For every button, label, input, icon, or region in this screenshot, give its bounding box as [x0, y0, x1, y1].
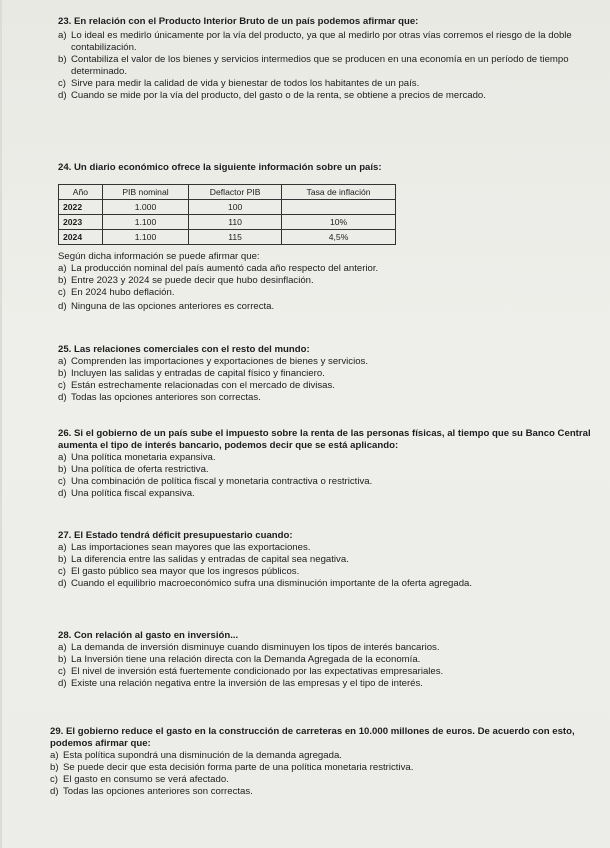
page-edge [0, 0, 2, 848]
option-c: c) Sirve para medir la calidad de vida y bienestar de todos los habitantes de un país. [58, 78, 420, 89]
table-cell: 2023 [59, 215, 103, 230]
option-b: b) La diferencia entre las salidas y entradas de capital sea negativa. [58, 554, 349, 565]
option-c: c) En 2024 hubo deflación. [58, 287, 175, 298]
option-a: a) Una política monetaria expansiva. [58, 452, 216, 463]
question-29 [50, 726, 602, 798]
question-23 [58, 16, 598, 102]
table-cell: 100 [189, 200, 282, 215]
option-d: d) Cuando el equilibrio macroeconómico sufra una disminución importante de la oferta agregada. [58, 578, 473, 589]
option-b: b) Entre 2023 y 2024 se puede decir que hubo desinflación. [58, 275, 314, 286]
option-d: d) Todas las opciones anteriores son correctas. [50, 786, 253, 797]
option-a: a) Comprenden las importaciones y exportaciones de bienes y servicios. [58, 356, 369, 367]
question-lead: Según dicha información se puede afirmar que: [58, 251, 260, 262]
option-d: d) Todas las opciones anteriores son correctas. [58, 392, 261, 403]
option-c: c) El gasto en consumo se verá afectado. [50, 774, 229, 785]
table-cell: 1.100 [102, 215, 188, 230]
option-c: c) El nivel de inversión está fuertemente condicionado por las expectativas empresariales. [58, 666, 444, 677]
table-header: Año [59, 185, 103, 200]
option-c: c) El gasto público sea mayor que los ingresos públicos. [58, 566, 300, 577]
table-cell: 1.000 [102, 200, 188, 215]
option-a: a) La demanda de inversión disminuye cuando disminuyen los tipos de interés bancarios. [58, 642, 440, 653]
table-cell: 2024 [59, 230, 103, 245]
question-title: 23. En relación con el Producto Interior Bruto de un país podemos afirmar que: [58, 16, 419, 27]
table-cell: 110 [189, 215, 282, 230]
table-cell: 2022 [59, 200, 103, 215]
table-header: PIB nominal [102, 185, 188, 200]
option-a: a) Lo ideal es medirlo únicamente por la vía del producto, ya que al medirlo por otras vías corremos el riesgo de la doble contabilización. [58, 30, 572, 53]
question-25 [58, 344, 598, 404]
table-cell [282, 200, 396, 215]
option-d: d) Una política fiscal expansiva. [58, 488, 195, 499]
question-24 [58, 162, 598, 313]
option-d: d) Ninguna de las opciones anteriores es correcta. [58, 301, 275, 312]
question-title: 24. Un diario económico ofrece la siguiente información sobre un país: [58, 162, 382, 173]
option-c: c) Una combinación de política fiscal y monetaria contractiva o restrictiva. [58, 476, 373, 487]
option-a: a) Esta política supondrá una disminución de la demanda agregada. [50, 750, 342, 761]
option-d: d) Cuando se mide por la vía del producto, del gasto o de la renta, se obtiene a precios de mercado. [58, 90, 486, 101]
table-row [59, 215, 396, 230]
question-title: 26. Si el gobierno de un país sube el impuesto sobre la renta de las personas físicas, al tiempo que su Banco Central aumenta el tipo de interés bancario, podemos decir que se está aplicando: [58, 428, 591, 451]
option-a: a) La producción nominal del país aumentó cada año respecto del anterior. [58, 263, 379, 274]
question-title: 25. Las relaciones comerciales con el resto del mundo: [58, 344, 310, 355]
option-b: b) La Inversión tiene una relación directa con la Demanda Agregada de la economía. [58, 654, 421, 665]
table-cell: 4,5% [282, 230, 396, 245]
question-title: 28. Con relación al gasto en inversión... [58, 630, 239, 641]
table-header: Tasa de inflación [282, 185, 396, 200]
option-d: d) Existe una relación negativa entre la inversión de las empresas y el tipo de interés. [58, 678, 423, 689]
table-row [59, 200, 396, 215]
inflation-table [58, 184, 396, 245]
option-b: b) Una política de oferta restrictiva. [58, 464, 209, 475]
table-header: Deflactor PIB [189, 185, 282, 200]
option-b: b) Contabiliza el valor de los bienes y servicios intermedios que se producen en una economía en un período de tiempo determinado. [58, 54, 569, 77]
question-title: 29. El gobierno reduce el gasto en la construcción de carreteras en 10.000 millones de euros. De acuerdo con esto, podemos afirmar que: [50, 726, 575, 749]
table-cell: 115 [189, 230, 282, 245]
question-title: 27. El Estado tendrá déficit presupuestario cuando: [58, 530, 293, 541]
option-c: c) Están estrechamente relacionadas con el mercado de divisas. [58, 380, 335, 391]
option-b: b) Se puede decir que esta decisión forma parte de una política monetaria restrictiva. [50, 762, 414, 773]
question-27 [58, 530, 598, 590]
table-cell: 1.100 [102, 230, 188, 245]
question-28 [58, 630, 598, 690]
question-26 [58, 428, 598, 500]
table-cell: 10% [282, 215, 396, 230]
option-b: b) Incluyen las salidas y entradas de capital físico y financiero. [58, 368, 325, 379]
table-row [59, 230, 396, 245]
table-header-row [59, 185, 396, 200]
option-a: a) Las importaciones sean mayores que las exportaciones. [58, 542, 311, 553]
